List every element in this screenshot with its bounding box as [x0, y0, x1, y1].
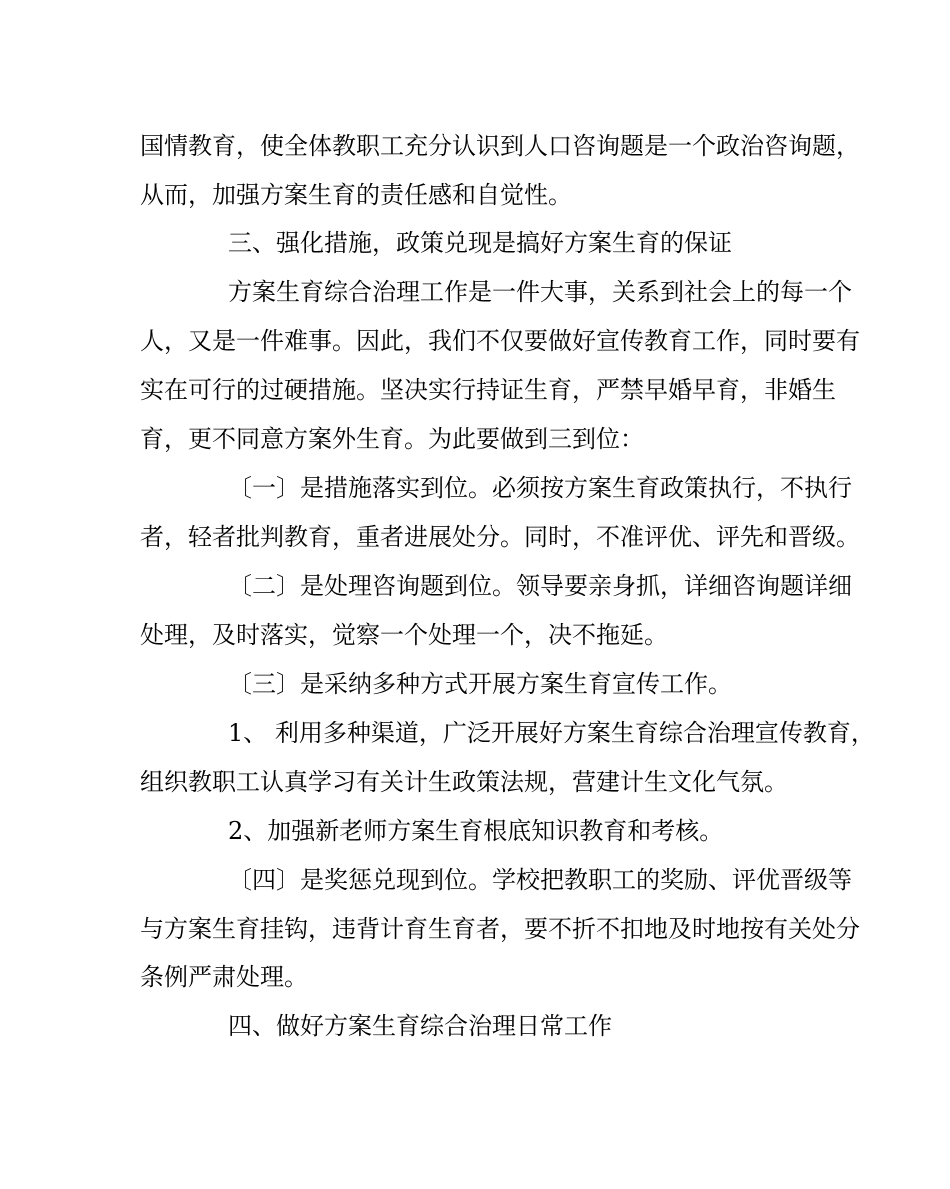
text-line: 者，轻者批判教育，重者进展处分。同时，不准评优、评先和晋级。 [140, 523, 860, 551]
text-line: 〔二〕是处理咨询题到位。领导要亲身抓，详细咨询题详细 [228, 572, 852, 600]
text-line: 处理，及时落实，觉察一个处理一个，决不拖延。 [140, 621, 668, 649]
text-line: 从而，加强方案生育的责任感和自觉性。 [140, 181, 572, 209]
text-line: 人，又是一件难事。因此，我们不仅要做好宣传教育工作，同时要有 [140, 327, 860, 355]
text-line: 国情教育，使全体教职工充分认识到人口咨询题是一个政治咨询题， [140, 132, 860, 160]
text-line: 〔一〕是措施落实到位。必须按方案生育政策执行，不执行 [228, 474, 852, 502]
text-line: 方案生育综合治理工作是一件大事，关系到社会上的每一个 [228, 278, 852, 306]
section-heading: 三、强化措施，政策兑现是搞好方案生育的保证 [228, 229, 732, 257]
text-line: 〔四〕是奖惩兑现到位。学校把教职工的奖励、评优晋级等 [228, 866, 852, 894]
text-line: 1、 利用多种渠道，广泛开展好方案生育综合治理宣传教育， [228, 719, 875, 747]
text-line: 2、加强新老师方案生育根底知识教育和考核。 [228, 817, 724, 845]
text-line: 与方案生育挂钩，违背计育生育者，要不折不扣地及时地按有关处分 [140, 915, 860, 943]
text-line: 〔三〕是采纳多种方式开展方案生育宣传工作。 [228, 670, 732, 698]
text-line: 实在可行的过硬措施。坚决实行持证生育，严禁早婚早育，非婚生 [140, 376, 836, 404]
text-line: 条例严肃处理。 [140, 963, 308, 991]
section-heading: 四、做好方案生育综合治理日常工作 [228, 1012, 612, 1040]
text-line: 组织教职工认真学习有关计生政策法规，营建计生文化气氛。 [140, 768, 788, 796]
text-line: 育，更不同意方案外生育。为此要做到三到位： [140, 425, 644, 453]
